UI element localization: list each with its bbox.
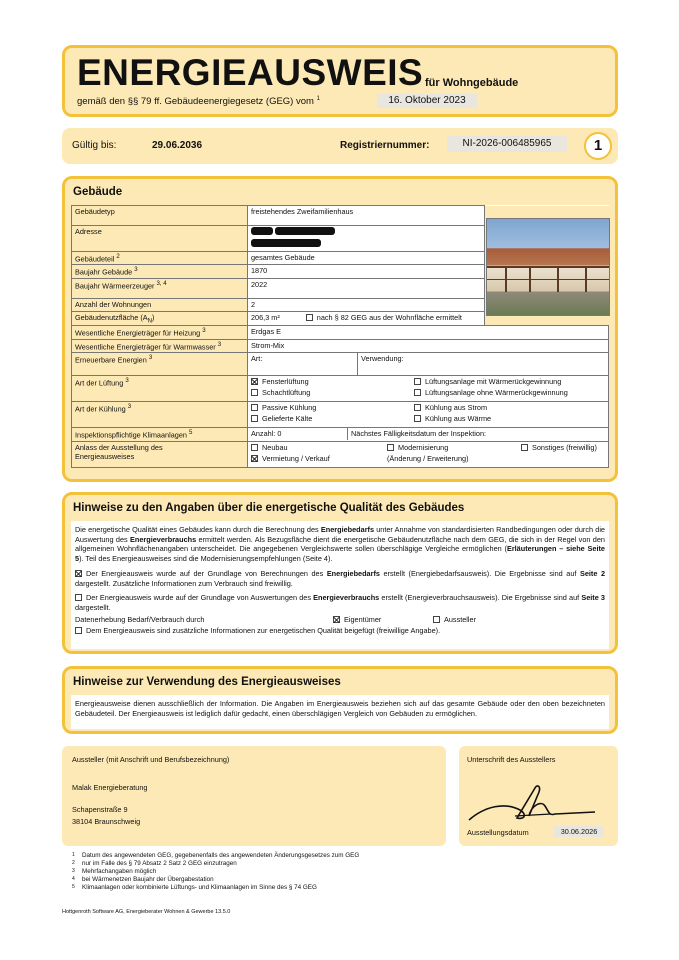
signature-box [459,746,618,846]
delivered-cold-checkbox[interactable] [251,415,258,422]
valid-until-label: Gültig bis: [72,140,117,151]
heat-generator-year-value: 2022 [248,278,485,298]
data-collection-row: Datenerhebung Bedarf/Verbrauch durch Eigentümer Aussteller [75,614,477,624]
table-row [72,402,609,428]
address-label: Adresse [72,226,248,252]
construction-year-label: Baujahr Gebäude $^3$ [72,265,248,278]
footnote: 2 nur im Falle des § 79 Absatz 2 Satz 2 GEG einzutragen [72,860,237,868]
table-row [72,339,609,352]
usage-section [62,666,618,734]
footnote: 3 Mehrfachangaben möglich [72,868,157,876]
registration-label: Registriernummer: [340,140,430,151]
notes-section-title: Hinweise zu den Angaben über die energetische Qualität des Gebäudes [73,502,465,514]
issuer-label: Aussteller (mit Anschrift und Berufsbezeichnung) [72,755,230,764]
heating-carrier-label: Wesentliche Energieträger für Heizung $^3$ [72,326,248,339]
issuer-name: Malak Energieberatung [72,783,148,792]
issuer-checkbox[interactable] [433,616,440,623]
building-type-label: Gebäudetyp [72,206,248,226]
building-photo [486,218,610,316]
page-number-badge: 1 [584,132,612,160]
signature-label: Unterschrift des Ausstellers [467,755,556,764]
validity-box [62,128,618,164]
address-value [248,226,485,252]
notes-body [71,521,609,649]
footnote: 4 bei Wärmenetzen Baujahr der Übergabestation [72,876,214,884]
table-row [72,428,609,441]
signature-image [465,776,605,828]
air-conditioning-label: Inspektionspflichtige Klimaanlagen $^5$ [72,428,248,441]
redacted-address [251,227,273,235]
air-conditioning-value [248,428,609,441]
window-ventilation-checkbox[interactable] [251,378,258,385]
software-credit: Hottgenroth Software AG, Energieberater Wohnen & Gewerbe 13.5.0 [62,909,231,915]
footnote: 5 Klimaanlagen oder kombinierte Lüftungs- und Klimaanlagen im Sinne des § 74 GEG [72,884,317,892]
table-row [72,326,609,339]
table-row [72,353,609,376]
redacted-address [251,239,321,247]
rental-sale-checkbox[interactable] [251,455,258,462]
apartments-value: 2 [248,298,485,311]
building-part-value: gesamtes Gebäude [248,252,485,265]
additional-info-checkbox[interactable] [75,627,82,634]
renewable-use: Verwendung: [361,354,404,364]
registration-number: NI-2026-006485965 [447,136,567,152]
document-title: ENERGIEAUSWEIS [77,52,424,93]
issuer-city: 38104 Braunschweig [72,817,141,826]
issuer-street: Schapenstraße 9 [72,805,128,814]
renewable-value [248,353,609,376]
consumption-based-option: Der Energieausweis wurde auf der Grundlage von Auswertungen des Energieverbrauchs erstellt (Energieverbrauchsausweis). Die Ergebnisse sind auf Seite 3 dargestellt. [75,593,605,612]
renewable-type: Art: [248,353,358,375]
other-checkbox[interactable] [521,444,528,451]
notes-intro: Die energetische Qualität eines Gebäudes kann durch die Berechnung des Energiebedarfs unter Annahme von standardisierten Randbedingungen oder durch die Auswertung des Energieverbrauchs ermittelt werden. Als Bezugsfläche dient die energetische Gebäudenutzfläche nach dem GEG, die sich in der Regel von den allgemeinen Wohnflächenangaben unterscheidet. Die angegebenen Vergleichswerte sollen überschlägige Vergleiche ermöglichen (Erläuterungen – siehe Seite 5). Teil des Energieausweises sind die Modernisierungsempfehlungen (Seite 4). [75,525,605,564]
shaft-ventilation-checkbox[interactable] [251,389,258,396]
ventilation-no-recovery-checkbox[interactable] [414,389,421,396]
ventilation-options: Fensterlüftung Lüftungsanlage mit Wärmerückgewinnung Schachtlüftung Lüftungsanlage ohne Wärmerückgewinnung [248,376,609,402]
law-footnote: 1 [316,96,320,102]
law-text: gemäß den §§ 79 ff. Gebäudeenergiegesetz (GEG) vom [77,96,314,108]
heat-cooling-checkbox[interactable] [414,415,421,422]
redacted-address [275,227,335,235]
floor-area-checkbox[interactable] [306,314,313,321]
hot-water-carrier-value: Strom-Mix [248,339,609,352]
issuer-box [62,746,446,846]
hot-water-carrier-label: Wesentliche Energieträger für Warmwasser $^3$ [72,339,248,352]
footnotes [72,852,359,892]
footnote: 1 Datum des angewendeten GEG, gegebenenfalls des angewendeten Änderungsgesetzes zum GEG [72,852,360,859]
header-box [62,45,618,117]
additional-info-option: Dem Energieausweis sind zusätzliche Informationen zur energetischen Qualität beigefügt (freiwillige Angabe). [75,626,605,636]
demand-based-option: Der Energieausweis wurde auf der Grundlage von Berechnungen des Energiebedarfs erstellt (Energiebedarfsausweis). Die Ergebnisse sind auf Seite 2 dargestellt. Zusätzliche Informationen zum Verbrauch sind freiwillig. [75,568,606,588]
usage-text: Energieausweise dienen ausschließlich der Information. Die Angaben im Energieausweis beziehen sich auf das gesamte Gebäude oder den oben bezeichneten Gebäudeteil. Der Energieausweis ist lediglich dafür gedacht, einen überschlägigen Vergleich von Gebäuden zu ermöglichen. [71,695,609,729]
ac-inspection-date: Nächstes Fälligkeitsdatum der Inspektion: [351,429,487,439]
heat-generator-year-label: Baujahr Wärmeerzeuger $^{3, 4}$ [72,278,248,298]
apartments-label: Anzahl der Wohnungen [72,298,248,311]
consumption-based-checkbox[interactable] [75,594,82,601]
cooling-label: Art der Kühlung $^3$ [72,402,248,428]
law-reference [77,96,320,107]
demand-based-checkbox[interactable] [75,570,82,577]
electric-cooling-checkbox[interactable] [414,404,421,411]
building-part-label: Gebäudeteil $^2$ [72,252,248,265]
passive-cooling-checkbox[interactable] [251,404,258,411]
table-row [72,441,609,467]
owner-checkbox[interactable] [333,616,340,623]
issue-date-value: 30.06.2026 [554,826,604,837]
building-section-title: Gebäude [73,186,123,198]
valid-until-value: 29.06.2036 [152,140,203,151]
issue-reason-options: Neubau Modernisierung Sonstiges (freiwillig) Vermietung / Verkauf (Änderung / Erweiterung) [248,441,609,467]
cooling-options: Passive Kühlung Kühlung aus Strom Gelieferte Kälte Kühlung aus Wärme [248,402,609,428]
building-type-value: freistehendes Zweifamilienhaus [248,206,485,226]
building-section [62,176,618,482]
floor-area-value: 206,3 m² nach § 82 GEG aus der Wohnfläche ermittelt [248,311,485,325]
new-building-checkbox[interactable] [251,444,258,451]
ac-count: Anzahl: 0 [248,428,348,440]
table-row [72,376,609,402]
modernization-checkbox[interactable] [387,444,394,451]
floor-area-label: Gebäudenutzfläche $(A_N)$ [72,311,248,325]
construction-year-value: 1870 [248,265,485,278]
usage-section-title: Hinweise zur Verwendung des Energieausweises [73,676,341,688]
issue-date-label: Ausstellungsdatum [467,828,529,837]
heating-carrier-value: Erdgas E [248,326,609,339]
ventilation-heat-recovery-checkbox[interactable] [414,378,421,385]
ventilation-label: Art der Lüftung $^3$ [72,376,248,402]
document-subtitle: für Wohngebäude [425,77,519,89]
notes-section [62,492,618,654]
law-date: 16. Oktober 2023 [377,94,477,108]
issue-reason-label: Anlass der Ausstellung des Energieausweises [72,441,248,467]
renewable-label: Erneuerbare Energien $^3$ [72,353,248,376]
